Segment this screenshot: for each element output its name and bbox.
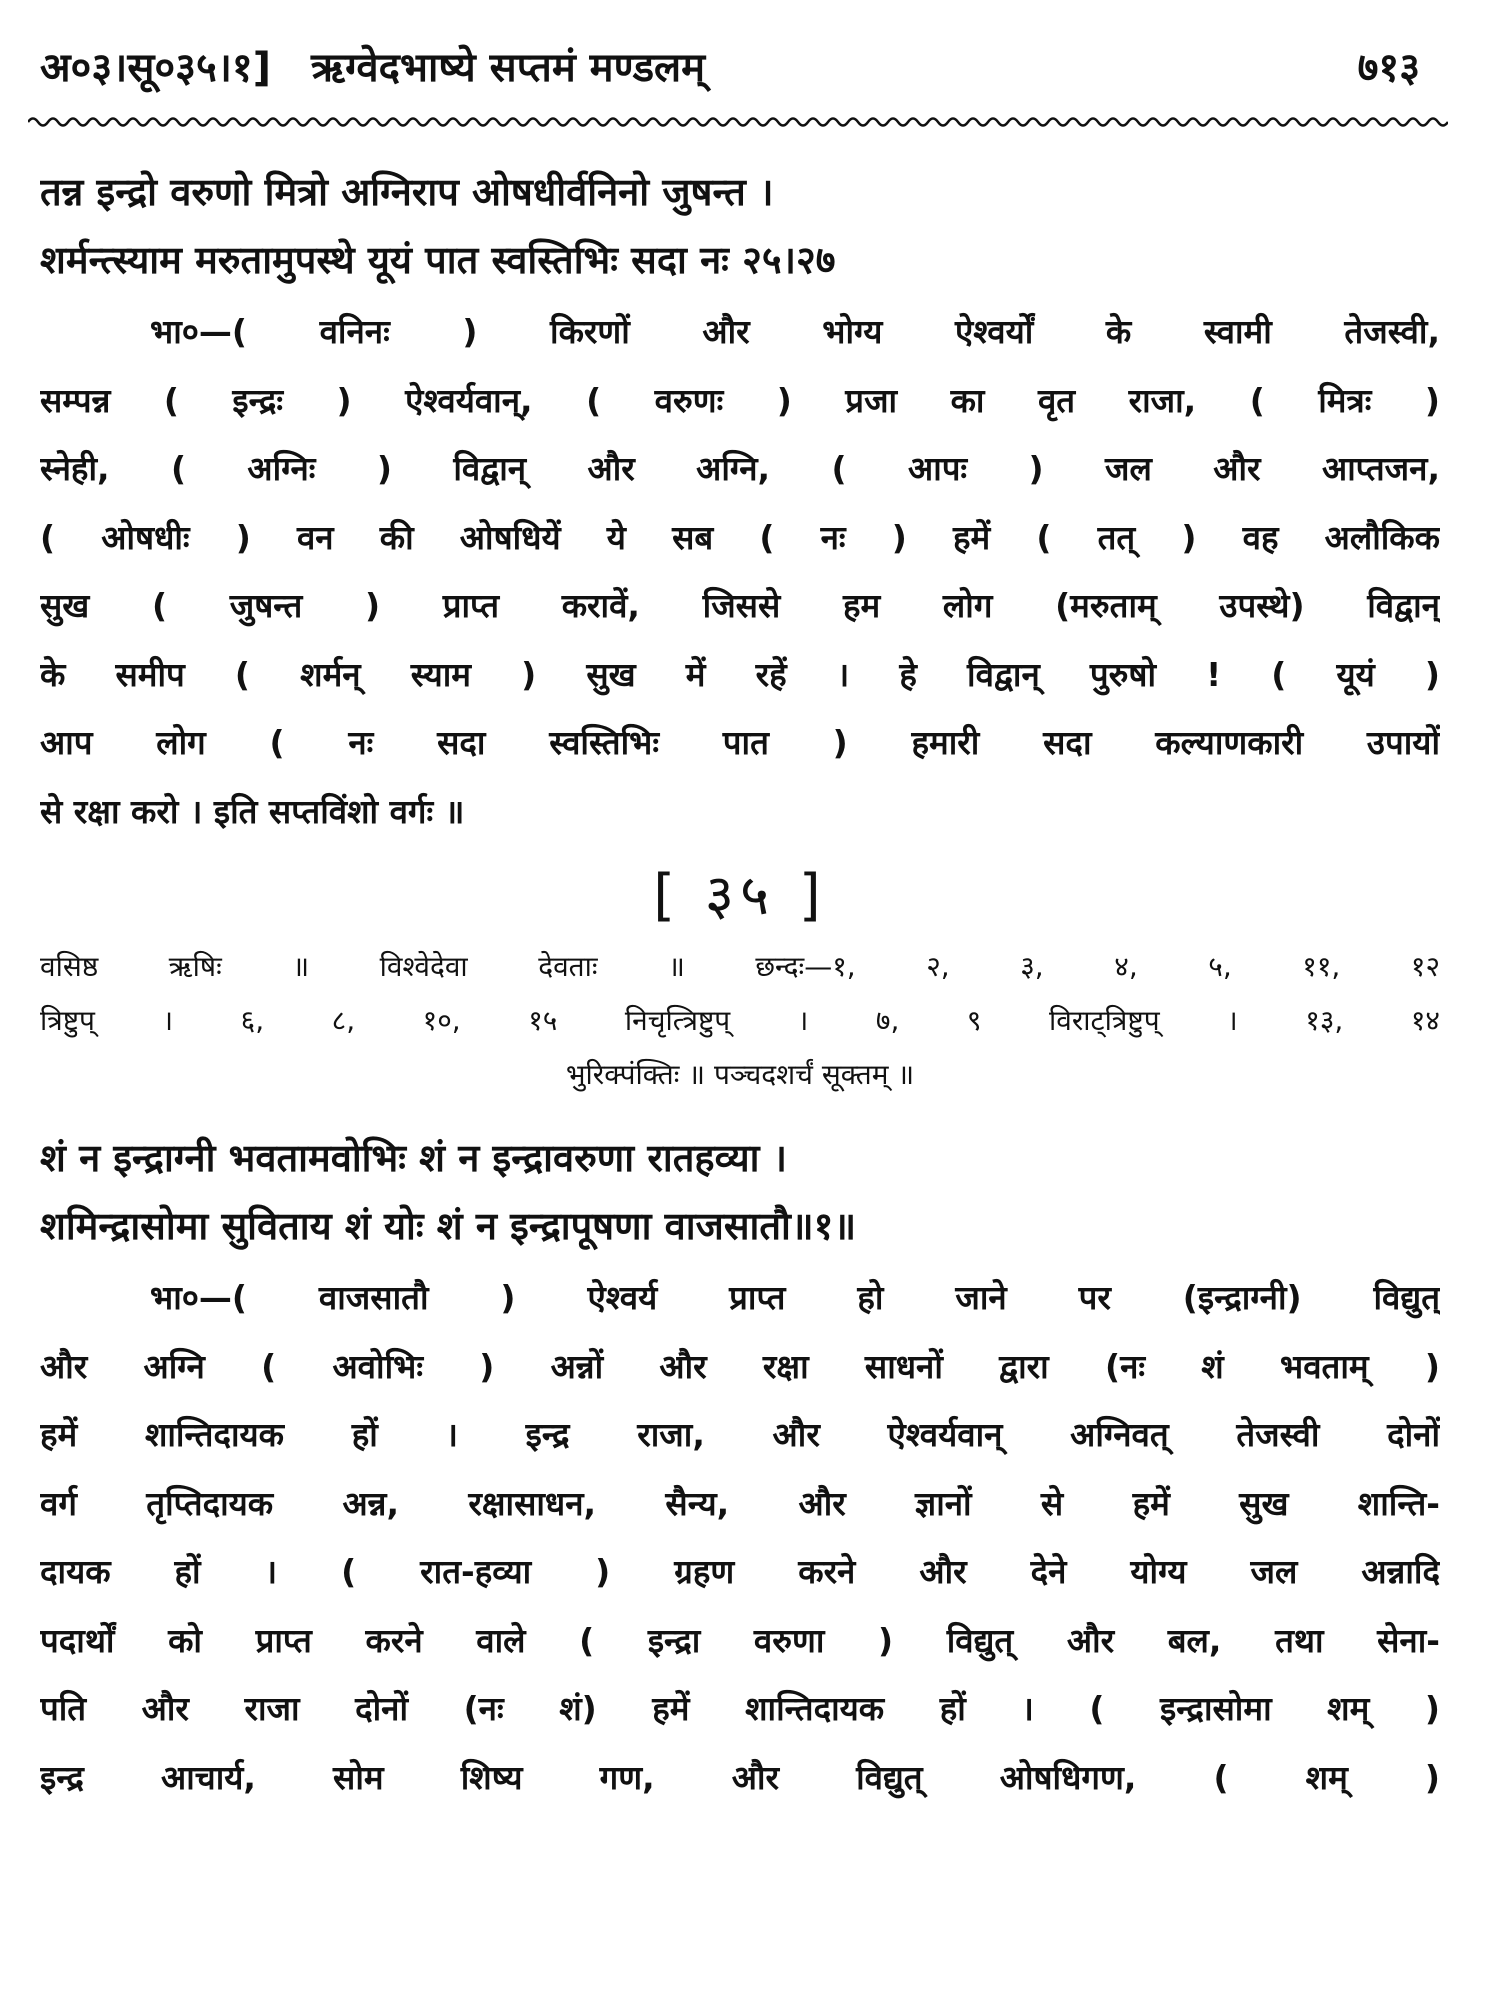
meta-line: भुरिक्पंक्तिः ॥ पञ्चदशर्चं सूक्तम् ॥ [565, 1058, 915, 1091]
page-body [40, 158, 1440, 1812]
mantra-line: शं न इन्द्राग्नी भवतामवोभिः शं न इन्द्रावरुणा रातहव्या । [40, 1136, 788, 1180]
running-title: ऋग्वेदभाष्ये सप्तमं मण्डलम् [311, 44, 706, 91]
meta-line: त्रिष्टुप् । ६, ८, १०, १५ निचृत्त्रिष्टुप् । ७, ९ विराट्त्रिष्टुप् । १३, १४ [40, 1004, 1440, 1037]
bhashya-line: सम्पन्न ( इन्द्रः ) ऐश्वर्यवान्, ( वरुणः ) प्रजा का वृत राजा, ( मित्रः ) [40, 380, 1440, 420]
bhashya-line: वर्ग तृप्तिदायक अन्न, रक्षासाधन, सैन्य, और ज्ञानों से हमें सुख शान्ति- [40, 1483, 1440, 1523]
page-header [40, 34, 1440, 96]
bhashya-line: पदार्थों को प्राप्त करने वाले ( इन्द्रा वरुणा ) विद्युत् और बल, तथा सेना- [40, 1620, 1440, 1660]
header-wavy-rule [28, 112, 1448, 132]
mantra-line: तन्न इन्द्रो वरुणो मित्रो अग्निराप ओषधीर्वनिनो जुषन्त । [40, 170, 774, 214]
bhashya-line: भा०—( वनिनः ) किरणों और भोग्य ऐश्वर्यों के स्वामी तेजस्वी, [150, 312, 1440, 351]
bhashya-line: आप लोग ( नः सदा स्वस्तिभिः पात ) हमारी सदा कल्याणकारी उपायों [40, 723, 1440, 762]
bhashya-line: और अग्नि ( अवोभिः ) अन्नों और रक्षा साधनों द्वारा (नः शं भवताम् ) [40, 1346, 1440, 1386]
bhashya-line: इन्द्र आचार्य, सोम शिष्य गण, और विद्युत् ओषधिगण, ( शम् ) [40, 1757, 1440, 1797]
sukta-number: [ ३५ ] [653, 863, 827, 928]
bhashya-35-1 [40, 1264, 1440, 1812]
bhashya-line: सुख ( जुषन्त ) प्राप्त करावें, जिससे हम लोग (मरुताम् उपस्थे) विद्वान् [40, 586, 1440, 625]
verse-reference: अ०३।सू०३५।१] [40, 44, 272, 91]
page-number: ७१३ [1357, 44, 1420, 91]
bhashya-line: ( ओषधीः ) वन की ओषधियें ये सब ( नः ) हमें ( तत् ) वह अलौकिक [40, 517, 1440, 557]
bhashya-line: स्नेही, ( अग्निः ) विद्वान् और अग्नि, ( आपः ) जल और आप्तजन, [40, 449, 1440, 488]
bhashya-line: भा०—( वाजसातौ ) ऐश्वर्य प्राप्त हो जाने पर (इन्द्राग्नी) विद्युत् [150, 1278, 1440, 1317]
sukta-metadata [40, 940, 1440, 1102]
bhashya-line: से रक्षा करो । इति सप्तविंशो वर्गः ॥ [40, 791, 465, 831]
bhashya-line: पति और राजा दोनों (नः शं) हमें शान्तिदायक हों । ( इन्द्रासोमा शम् ) [40, 1689, 1440, 1728]
mantra-line: शर्मन्त्स्याम मरुतामुपस्थे यूयं पात स्वस्तिभिः सदा नः २५।२७ [40, 238, 836, 282]
bhashya-25-27 [40, 298, 1440, 846]
spacer [40, 1102, 1440, 1124]
meta-line: वसिष्ठ ऋषिः ॥ विश्वेदेवा देवताः ॥ छन्दः—१, २, ३, ४, ५, ११, १२ [40, 950, 1440, 983]
bhashya-line: दायक हों । ( रात-हव्या ) ग्रहण करने और देने योग्य जल अन्नादि [40, 1552, 1440, 1591]
mantra-35-1 [40, 1124, 1440, 1260]
bhashya-line: के समीप ( शर्मन् स्याम ) सुख में रहें । हे विद्वान् पुरुषो ! ( यूयं ) [40, 654, 1440, 694]
bhashya-line: हमें शान्तिदायक हों । इन्द्र राजा, और ऐश्वर्यवान् अग्निवत् तेजस्वी दोनों [40, 1415, 1440, 1454]
mantra-line: शमिन्द्रासोमा सुविताय शं योः शं न इन्द्रापूषणा वाजसातौ॥१॥ [40, 1204, 857, 1248]
mantra-25-27 [40, 158, 1440, 294]
